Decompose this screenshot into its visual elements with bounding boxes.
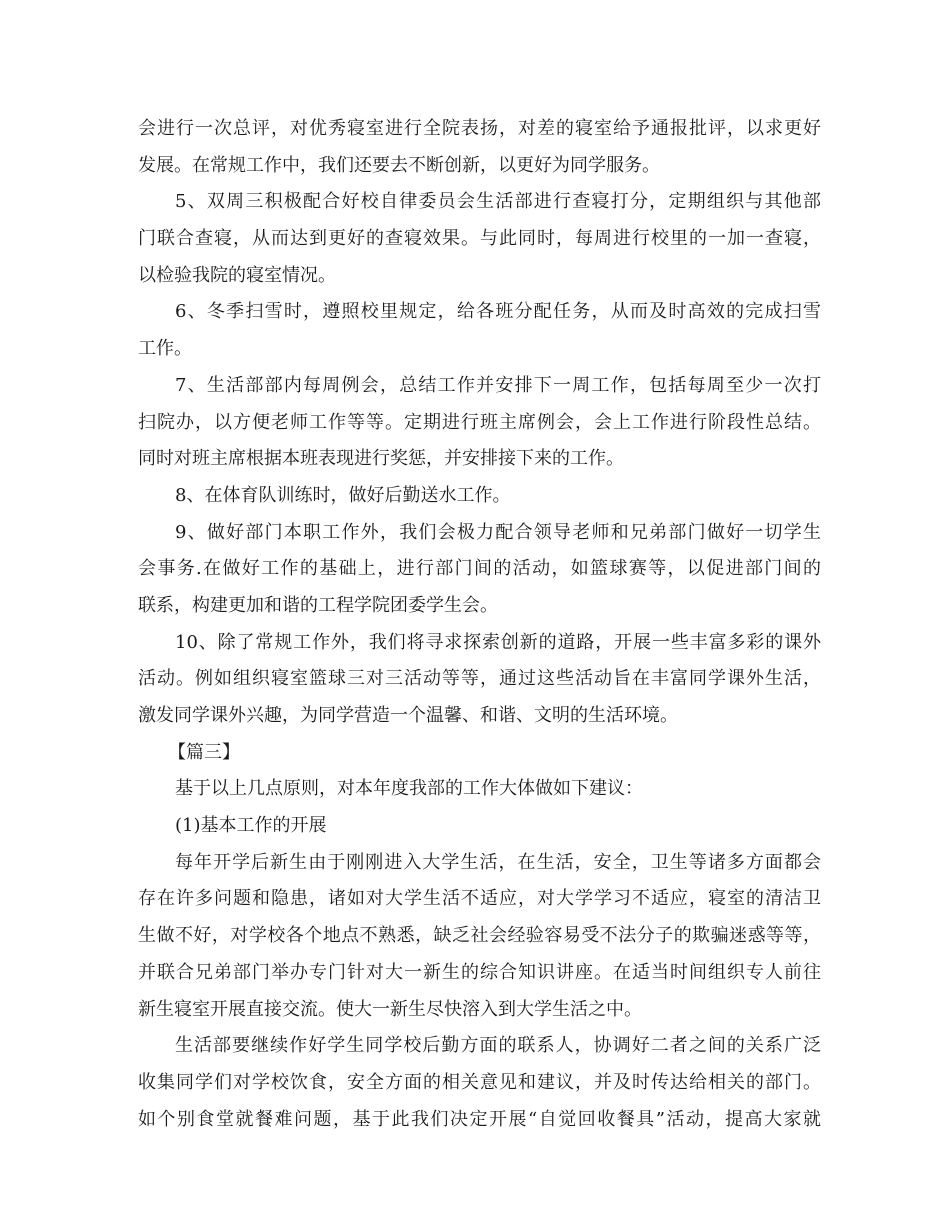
- text-line: 活动。例如组织寝室篮球三对三活动等等，通过这些活动旨在丰富同学课外生活，: [138, 668, 821, 690]
- text-line: (1)基本工作的开展: [175, 815, 327, 837]
- text-line: 收集同学们对学校饮食，安全方面的相关意见和建议，并及时传达给相关的部门。: [138, 1071, 821, 1093]
- text-line: 基于以上几点原则，对本年度我部的工作大体做如下建议：: [175, 778, 643, 800]
- text-line: 生活部要继续作好学生同学校后勤方面的联系人，协调好二者之间的关系广泛: [175, 1035, 821, 1057]
- text-line: 会事务.在做好工作的基础上，进行部门间的活动，如篮球赛等，以促进部门间的: [138, 558, 821, 580]
- text-line: 每年开学后新生由于刚刚进入大学生活，在生活，安全，卫生等诸多方面都会: [175, 851, 821, 873]
- text-line: 如个别食堂就餐难问题，基于此我们决定开展“自觉回收餐具”活动，提高大家就: [138, 1108, 821, 1130]
- text-line: 并联合兄弟部门举办专门针对大一新生的综合知识讲座。在适当时间组织专人前往: [138, 961, 821, 983]
- text-line: 存在许多问题和隐患，诸如对大学生活不适应，对大学学习不适应，寝室的清洁卫: [138, 888, 821, 910]
- text-line: 扫院办，以方便老师工作等等。定期进行班主席例会，会上工作进行阶段性总结。: [138, 411, 821, 433]
- text-line: 发展。在常规工作中，我们还要去不断创新，以更好为同学服务。: [138, 154, 660, 176]
- text-line: 新生寝室开展直接交流。使大一新生尽快溶入到大学生活之中。: [138, 998, 642, 1020]
- text-line: 5、双周三积极配合好校自律委员会生活部进行查寝打分，定期组织与其他部: [175, 191, 821, 213]
- text-line: 以检验我院的寝室情况。: [138, 264, 336, 286]
- text-line: 8、在体育队训练时，做好后勤送水工作。: [175, 484, 511, 506]
- section-heading: 【篇三】: [168, 741, 240, 763]
- text-line: 生做不好，对学校各个地点不熟悉，缺乏社会经验容易受不法分子的欺骗迷惑等等，: [138, 925, 821, 947]
- text-line: 7、生活部部内每周例会，总结工作并安排下一周工作，包括每周至少一次打: [175, 374, 821, 396]
- text-line: 6、冬季扫雪时，遵照校里规定，给各班分配任务，从而及时高效的完成扫雪: [175, 301, 821, 323]
- text-line: 门联合查寝，从而达到更好的查寝效果。与此同时，每周进行校里的一加一查寝，: [138, 228, 821, 250]
- text-line: 联系，构建更加和谐的工程学院团委学生会。: [138, 594, 498, 616]
- document-body: [138, 111, 821, 1138]
- text-line: 同时对班主席根据本班表现进行奖惩，并安排接下来的工作。: [138, 448, 624, 470]
- text-line: 9、做好部门本职工作外，我们会极力配合领导老师和兄弟部门做好一切学生: [175, 521, 821, 543]
- text-line: 会进行一次总评，对优秀寝室进行全院表扬，对差的寝室给予通报批评，以求更好: [138, 118, 821, 139]
- text-line: 10、除了常规工作外，我们将寻求探索创新的道路，开展一些丰富多彩的课外: [175, 631, 821, 653]
- text-line: 激发同学课外兴趣，为同学营造一个温馨、和谐、文明的生活环境。: [138, 705, 678, 726]
- text-line: 工作。: [138, 338, 192, 360]
